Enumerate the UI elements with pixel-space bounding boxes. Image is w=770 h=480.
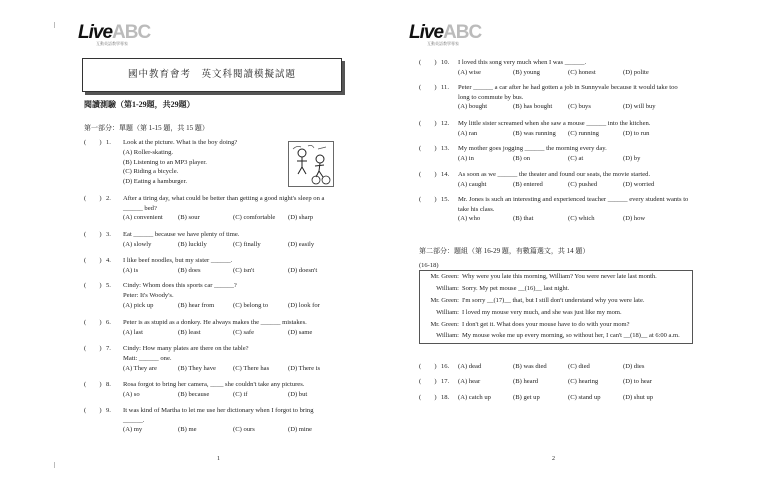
option-c: (C) safe xyxy=(233,329,255,336)
option-a: (A) so xyxy=(123,391,140,398)
liveabc-logo: LiveABC 互動英語教學專家 xyxy=(409,22,482,46)
page-number: 2 xyxy=(552,456,555,462)
option-b: (B) They have xyxy=(178,365,216,372)
question-6: ( ) 6. Peter is as stupid as a donkey. He always makes the ______ mistakes. (A) last (B) least (C) safe (D) same xyxy=(84,319,313,336)
option-d: (D) to hear xyxy=(623,378,652,385)
question-17: ( ) 17. (A) hear (B) heard (C) hearing (D) to hear xyxy=(419,378,652,385)
answer-box[interactable]: ( ) xyxy=(84,381,102,388)
option-d: (D) to run xyxy=(623,130,650,137)
option-a: (A) bought xyxy=(458,103,488,110)
option-a: (A) my xyxy=(123,426,143,433)
answer-box[interactable]: ( ) xyxy=(419,120,437,127)
option-c: (C) ours xyxy=(233,426,255,433)
option-b: (B) heard xyxy=(513,378,539,385)
option-c: (C) There has xyxy=(233,365,270,372)
answer-box[interactable]: ( ) xyxy=(419,363,437,370)
section-heading: 閱讀測驗（第1-29題，共29題） xyxy=(84,100,195,109)
option-c: (C) isn't xyxy=(233,267,255,274)
option-c: (C) died xyxy=(568,363,590,370)
option-b: (B) on xyxy=(513,155,531,162)
option-b: (B) get up xyxy=(513,394,540,401)
question-16: ( ) 16. (A) dead (B) was died (C) died (D) dies xyxy=(419,363,645,370)
option-d: (D) but xyxy=(288,391,308,398)
option-d: (D) Eating a hamburger. xyxy=(123,177,187,185)
option-c: (C) which xyxy=(568,215,595,222)
cartoon-picture xyxy=(288,141,334,187)
option-b: (B) me xyxy=(178,426,197,433)
option-c: (C) honest xyxy=(568,69,596,76)
option-c: (C) at xyxy=(568,155,584,162)
option-d: (D) doesn't xyxy=(288,267,318,274)
answer-box[interactable]: ( ) xyxy=(84,282,102,289)
page-number: 1 xyxy=(217,456,220,462)
part-one-heading: 第一部分：單題（第 1-15 題，共 15 題） xyxy=(84,124,209,132)
option-c: (C) finally xyxy=(233,241,261,248)
answer-box[interactable]: ( ) xyxy=(84,257,102,264)
option-a: (A) ran xyxy=(458,130,478,137)
answer-box[interactable]: ( ) xyxy=(419,145,437,152)
option-a: (A) who xyxy=(458,215,481,222)
option-a: (A) slowly xyxy=(123,241,152,248)
option-a: (A) wise xyxy=(458,69,481,76)
option-b: (B) young xyxy=(513,69,540,76)
option-c: (C) pushed xyxy=(568,181,598,188)
option-b: (B) because xyxy=(178,391,210,398)
question-15: ( ) 15. Mr. Jones is such an interesting and experienced teacher ______ every student wants to take his class. (A) who (B) that (C) which (D) how xyxy=(419,196,689,222)
option-c: (C) stand up xyxy=(568,394,601,401)
dialog-line: Mr. Green: Why were you late this morning, William? You were never late last month. xyxy=(430,273,657,280)
question-5: ( ) 5. Cindy: Whom does this sports car ______? Peter: It's Woody's. (A) pick up (B) hear from (C) belong to (D) look for xyxy=(84,282,320,309)
option-a: (A) hear xyxy=(458,378,481,385)
option-b: (B) luckily xyxy=(178,241,207,248)
crop-mark xyxy=(54,462,61,468)
dialogue-box xyxy=(419,270,693,344)
option-b: (B) entered xyxy=(513,181,543,188)
question-14: ( ) 14. As soon as we ______ the theater and found our seats, the movie started. (A) caught (B) entered (C) pushed (D) worried xyxy=(419,171,655,188)
option-d: (D) how xyxy=(623,215,646,222)
answer-box[interactable]: ( ) xyxy=(84,345,102,352)
option-b: (B) sour xyxy=(178,214,200,221)
crop-mark xyxy=(54,22,61,28)
option-b: (B) was died xyxy=(513,363,547,370)
option-c: (C) buys xyxy=(568,103,591,110)
question-4: ( ) 4. I like beef noodles, but my sister ______. (A) is (B) does (C) isn't (D) doesn't xyxy=(84,257,318,274)
option-d: (D) same xyxy=(288,329,313,336)
option-a: (A) convenient xyxy=(123,214,163,221)
liveabc-logo: LiveABC 互動英語教學專家 xyxy=(78,22,151,46)
option-b: (B) has bought xyxy=(513,103,553,110)
question-2: ( ) 2. After a tiring day, what could be better than getting a good night's sleep on a ______ bed? (A) convenient (B) sour (C) comfortable (D) sharp xyxy=(84,195,325,221)
question-7: ( ) 7. Cindy: How many plates are there on the table? Matt: ______ one. (A) They are (B) They have (C) There has (D) There is xyxy=(84,345,321,372)
answer-box[interactable]: ( ) xyxy=(84,195,102,202)
dialog-line: William: My mouse woke me up every morning, so without her, I can't __(18)__ at 6:00 a.m. xyxy=(436,332,680,339)
option-a: (A) in xyxy=(458,155,474,162)
option-d: (D) by xyxy=(623,155,641,162)
answer-box[interactable]: ( ) xyxy=(419,394,437,401)
option-d: (D) easily xyxy=(288,241,315,248)
option-d: (D) shut up xyxy=(623,394,654,401)
option-a: (A) caught xyxy=(458,181,487,188)
option-a: (A) They are xyxy=(123,365,157,372)
option-b: (B) least xyxy=(178,329,201,336)
option-c: (C) if xyxy=(233,391,248,398)
question-10: ( ) 10. I loved this song very much when I was ______. (A) wise (B) young (C) honest (D) polite xyxy=(419,59,649,76)
option-d: (D) will buy xyxy=(623,103,656,110)
question-18: ( ) 18. (A) catch up (B) get up (C) stand up (D) shut up xyxy=(419,394,654,401)
option-a: (A) catch up xyxy=(458,394,491,401)
answer-box[interactable]: ( ) xyxy=(84,231,102,238)
option-d: (D) worried xyxy=(623,181,655,188)
part-two-heading: 第二部分：題組（第 16-29 題，有數篇選文，共 14 題） xyxy=(419,247,590,255)
option-c: (C) hearing xyxy=(568,378,599,385)
option-a: (A) last xyxy=(123,329,143,336)
option-d: (D) sharp xyxy=(288,214,314,221)
option-c: (C) comfortable xyxy=(233,214,276,221)
option-d: (D) There is xyxy=(288,365,321,372)
option-d: (D) mine xyxy=(288,426,312,433)
option-a: (A) pick up xyxy=(123,302,154,309)
question-1: ( ) 1. Look at the picture. What is the boy doing? (A) Roller-skating. (B) Listening to an MP3 player. (C) Riding a bicycle. (D) Eating a hamburger. xyxy=(84,139,238,185)
question-12: ( ) 12. My little sister screamed when she saw a mouse ______ into the kitchen. (A) ran (B) was running (C) running (D) to run xyxy=(419,120,651,137)
question-8: ( ) 8. Rosa forgot to bring her camera, ____ she couldn't take any pictures. (A) so (B) because (C) if (D) but xyxy=(84,381,308,398)
option-a: (A) is xyxy=(123,267,139,274)
dialog-line: Mr. Green: I don't get it. What does your mouse have to do with your mom? xyxy=(430,321,630,328)
answer-box[interactable]: ( ) xyxy=(419,84,437,91)
option-d: (D) look for xyxy=(288,302,320,309)
answer-box[interactable]: ( ) xyxy=(419,171,437,178)
option-b: (B) Listening to an MP3 player. xyxy=(123,158,207,166)
option-c: (C) belong to xyxy=(233,302,269,309)
question-11: ( ) 11. Peter ______ a car after he had gotten a job in Sunnyvale because it would take too long to commute by bus. (A) bought (B) has bought (C) buys (D) will buy xyxy=(419,84,678,110)
option-b: (B) does xyxy=(178,267,201,274)
answer-box[interactable]: ( ) xyxy=(84,139,102,146)
question-range: (16-18) xyxy=(419,262,439,269)
answer-box[interactable]: ( ) xyxy=(419,196,437,203)
exam-title: 國中教育會考 英文科閱讀模擬試題 xyxy=(82,58,342,92)
option-b: (B) was running xyxy=(513,130,556,137)
option-d: (D) dies xyxy=(623,363,645,370)
option-c: (C) Riding a bicycle. xyxy=(123,168,179,175)
answer-box[interactable]: ( ) xyxy=(84,319,102,326)
dialog-line: William: I loved my mouse very much, and she was just like my mom. xyxy=(436,309,622,316)
question-9: ( ) 9. It was kind of Martha to let me use her dictionary when I forgot to bring ______. (A) my (B) me (C) ours (D) mine xyxy=(84,407,314,433)
dialog-line: William: Sorry. My pet mouse __(16)__ last night. xyxy=(436,285,570,292)
option-c: (C) running xyxy=(568,130,599,137)
option-b: (B) hear from xyxy=(178,302,215,309)
option-a: (A) Roller-skating. xyxy=(123,149,174,156)
question-13: ( ) 13. My mother goes jogging ______ the morning every day. (A) in (B) on (C) at (D) by xyxy=(419,145,641,162)
option-d: (D) polite xyxy=(623,69,649,76)
answer-box[interactable]: ( ) xyxy=(419,59,437,66)
option-a: (A) dead xyxy=(458,363,482,370)
question-3: ( ) 3. Eat ______ because we have plenty of time. (A) slowly (B) luckily (C) finally (D) easily xyxy=(84,231,315,248)
dialog-line: Mr. Green: I'm sorry __(17)__ that, but I still don't understand why you were late. xyxy=(430,297,645,304)
answer-box[interactable]: ( ) xyxy=(84,407,102,414)
option-b: (B) that xyxy=(513,215,534,222)
answer-box[interactable]: ( ) xyxy=(419,378,437,385)
